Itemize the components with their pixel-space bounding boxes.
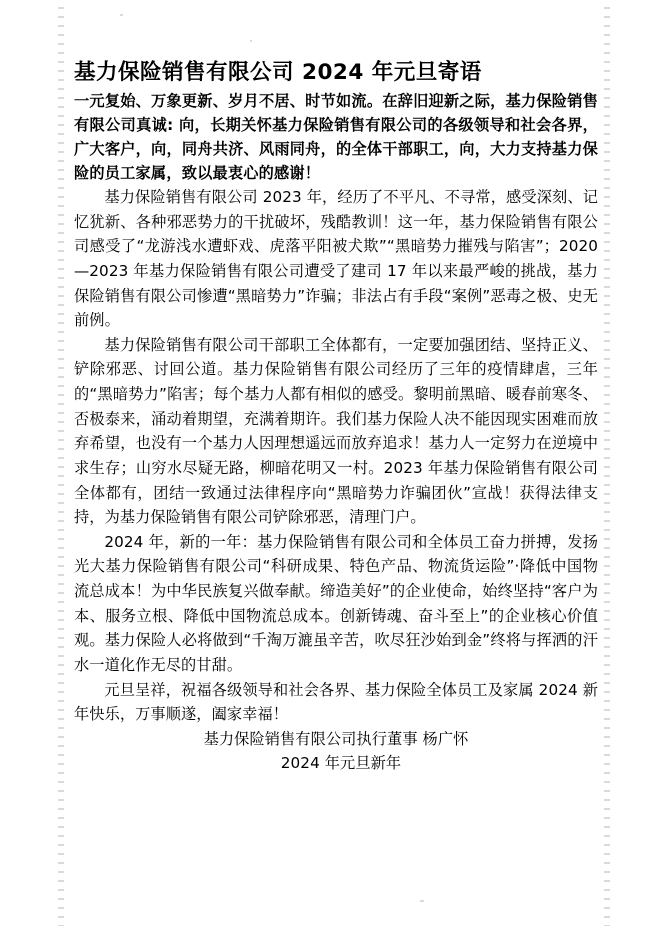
paragraph-3: 2024 年，新的一年：基力保险销售有限公司和全体员工奋力拼搏，发扬光大基力保险销售有限公司“科研成果、特色产品、物流货运险”·降低中国物流总成本！为中华民族复兴做奉献。缔造美好”的企业使命，始终坚持“客户为本、服务立根、降低中国物流总成本。创新铸魂、奋斗至上”的企业核心价值观。基力保险人必将做到“千淘万漉虽辛苦，吹尽狂沙始到金”终将与挥洒的汗水一道化作无尽的甘甜。: [74, 532, 598, 674]
document-body: [74, 58, 598, 776]
scan-speckle: [120, 14, 123, 16]
page-title: 基力保险销售有限公司 2024 年元旦寄语: [74, 60, 482, 85]
paragraph-2: 基力保险销售有限公司干部职工全体都有，一定要加强团结、坚持正义、铲除邪恶、讨回公道。基力保险销售有限公司经历了三年的疫情肆虐，三年的“黑暗势力”陷害；每个基力人都有相似的感受。黎明前黑暗、暖春前寒冬、否极泰来，涌动着期望，充满着期许。我们基力保险人决不能因现实困难而放弃希望，也没有一个基力人因理想遥远而放弃追求！基力人一定努力在逆境中求生存；山穷水尽疑无路，柳暗花明又一村。2023 年基力保险销售有限公司全体都有，团结一致通过法律程序向“黑暗势力诈骗团伙”宣战！获得法律支持，为基力保险销售有限公司铲除邪恶，清理门户。: [74, 335, 598, 527]
lead-paragraph: 一元复始、万象更新、岁月不居、时节如流。在辞旧迎新之际，基力保险销售有限公司真诚: 向，长期关怀基力保险销售有限公司的各级领导和社会各界，广大客户，向，同舟共济、风雨同舟，的全体干部职工，向，大力支持基力保险的员工家属，致以最衷心的感谢！: [74, 92, 598, 183]
paragraph-4: 元旦呈祥，祝福各级领导和社会各界、基力保险全体员工及家属 2024 新年快乐，万事顺遂，阖家幸福！: [74, 680, 598, 724]
scan-speckle: [420, 900, 424, 902]
signature-name: 基力保险销售有限公司执行董事 杨广怀: [203, 729, 469, 748]
paragraph-1: 基力保险销售有限公司 2023 年，经历了不平凡、不寻常，感受深刻、记忆犹新、各种邪恶势力的干扰破坏，残酷教训！这一年，基力保险销售有限公司感受了“龙游浅水遭虾戏、虎落平阳被犬欺”“黑暗势力摧残与陷害”；2020—2023 年基力保险销售有限公司遭受了建司 17 年以来最严峻的挑战，基力保险销售有限公司惨遭“黑暗势力”诈骗；非法占有手段“案例”恶毒之极、史无前例。: [74, 188, 598, 330]
scan-edge-right: [604, 0, 610, 926]
scan-speckle: [250, 40, 252, 42]
signature-date: 2024 年元旦新年: [280, 754, 402, 773]
scan-edge-left: [58, 0, 64, 926]
